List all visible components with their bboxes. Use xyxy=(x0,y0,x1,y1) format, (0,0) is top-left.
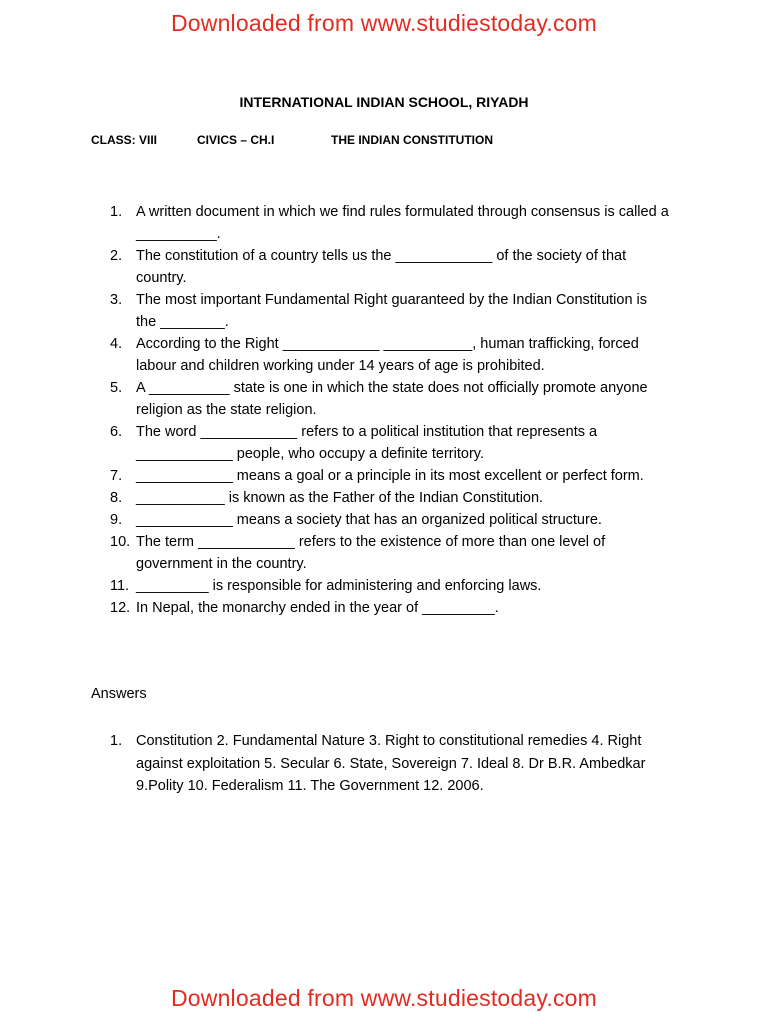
question-item xyxy=(110,245,670,289)
class-label: CLASS: VIII xyxy=(91,133,158,147)
question-item xyxy=(110,377,670,421)
question-item xyxy=(110,421,670,465)
question-text: ____________ means a goal or a principle in its most excellent or perfect form. xyxy=(136,468,644,484)
answers-block xyxy=(110,730,670,798)
question-item xyxy=(110,597,670,619)
question-list xyxy=(110,201,670,619)
question-number: 12. xyxy=(110,600,131,616)
question-text: The term ____________ refers to the existence of more than one level of government in the country. xyxy=(136,534,606,572)
answer-text: Constitution 2. Fundamental Nature 3. Right to constitutional remedies 4. Right against exploitation 5. Secular 6. State, Sovereign 7. Ideal 8. Dr B.R. Ambedkar 9.Polity 10. Federalism 11. The Government 12. 2006. xyxy=(136,733,646,794)
question-text: A __________ state is one in which the state does not officially promote anyone religion as the state religion. xyxy=(136,380,648,418)
question-number: 9. xyxy=(110,512,123,528)
question-text: _________ is responsible for administering and enforcing laws. xyxy=(136,578,542,594)
question-number: 7. xyxy=(110,468,123,484)
question-item xyxy=(110,289,670,333)
question-item xyxy=(110,509,670,531)
question-number: 8. xyxy=(110,490,123,506)
question-text: ____________ means a society that has an organized political structure. xyxy=(136,512,602,528)
question-number: 6. xyxy=(110,424,123,440)
question-text: A written document in which we find rules formulated through consensus is called a __________. xyxy=(136,204,669,242)
question-number: 2. xyxy=(110,248,123,264)
question-number: 4. xyxy=(110,336,123,352)
question-item xyxy=(110,531,670,575)
question-text: The word ____________ refers to a political institution that represents a ____________ people, who occupy a definite territory. xyxy=(136,424,598,462)
question-number: 3. xyxy=(110,292,123,308)
question-text: ___________ is known as the Father of the Indian Constitution. xyxy=(136,490,544,506)
question-item xyxy=(110,201,670,245)
question-text: The constitution of a country tells us the ____________ of the society of that country. xyxy=(136,248,627,286)
question-item xyxy=(110,465,670,487)
subject-label: CIVICS – CH.I xyxy=(197,133,275,147)
answers-heading: Answers xyxy=(91,686,147,702)
question-item xyxy=(110,487,670,509)
answer-number: 1. xyxy=(110,733,123,749)
chapter-title: THE INDIAN CONSTITUTION xyxy=(331,133,493,147)
watermark-bottom: Downloaded from www.studiestoday.com xyxy=(170,985,598,1011)
watermark-top: Downloaded from www.studiestoday.com xyxy=(170,10,598,36)
question-number: 1. xyxy=(110,204,123,220)
question-text: The most important Fundamental Right guaranteed by the Indian Constitution is the ________. xyxy=(136,292,648,330)
question-item xyxy=(110,575,670,597)
question-item xyxy=(110,333,670,377)
question-text: In Nepal, the monarchy ended in the year of _________. xyxy=(136,600,499,616)
question-number: 10. xyxy=(110,534,131,550)
question-number: 11. xyxy=(110,578,130,594)
school-title: INTERNATIONAL INDIAN SCHOOL, RIYADH xyxy=(239,94,529,110)
question-text: According to the Right ____________ ___________, human trafficking, forced labour and children working under 14 years of age is prohibited. xyxy=(136,336,639,374)
question-number: 5. xyxy=(110,380,123,396)
